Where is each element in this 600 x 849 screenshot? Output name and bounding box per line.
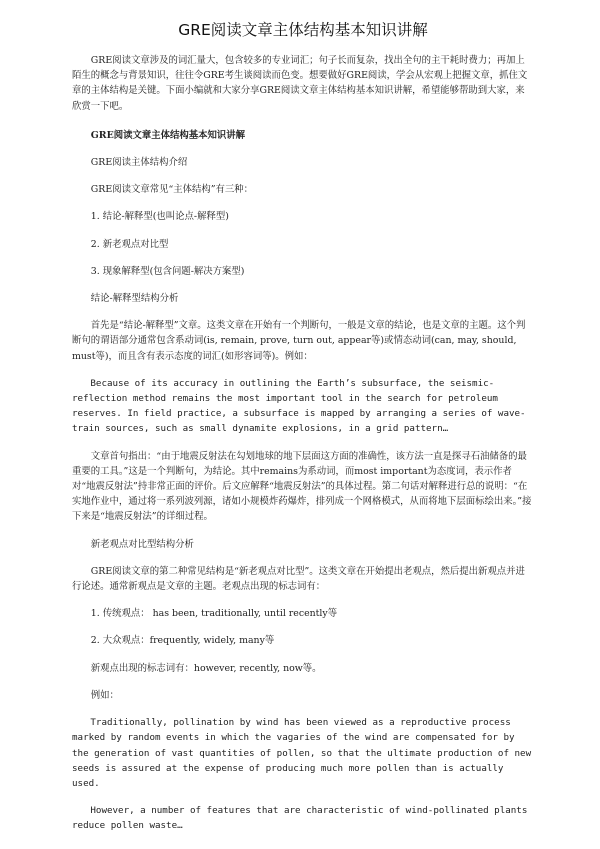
section-heading: GRE阅读文章主体结构基本知识讲解 <box>90 129 245 141</box>
type-item-3: 3. 现象解释型(包含问题-解决方案型) <box>90 265 245 277</box>
three-types-intro: GRE阅读文章常见“主体结构”有三种： <box>90 184 254 196</box>
example-label: 例如： <box>90 689 119 701</box>
new-old-example-1: Traditionally, pollination by wind has been viewed as a reproductive process marked by random events in which the vagaries of the wind are compensated for by the generation of vast quantities of pollen, so that the ultimate production of new seeds is assured at the expense of producing much more pollen than is actually used. <box>72 717 532 789</box>
conclusion-example: Because of its accuracy in outlining the Earth’s subsurface, the seismic-reflection method remains the most important tool in the search for petroleum reserves. In field practice, a subsurface is mapped by arranging a series of wave-train sources, such as small dynamite explosions, in a grid pattern… <box>72 377 526 435</box>
new-old-paragraph: GRE阅读文章的第二种常见结构是“新老观点对比型”。这类文章在开始提出老观点，然后提出新观点并进行论述。通常新观点是文章的主题。老观点出现的标志词有： <box>72 565 525 593</box>
type-item-1: 1. 结论-解释型(也叫论点-解释型) <box>90 211 229 223</box>
marker-item-1: 1. 传统观点： has been, traditionally, until recently等 <box>90 608 338 620</box>
new-old-heading: 新老观点对比型结构分析 <box>90 538 194 550</box>
intro-paragraph: GRE阅读文章涉及的词汇量大，包含较多的专业词汇；句子长而复杂，找出全句的主干耗时费力；再加上陌生的概念与背景知识，往往令GRE考生谈阅读而色变。想要做好GRE阅读，学会从宏观上把握文章，抓住文章的主体结构是关键。下面小编就和大家分享GRE阅读文章主体结构基本知识讲解，希望能够帮助到大家，来欣赏一下吧。 <box>72 55 528 112</box>
new-old-example-2: However, a number of features that are characteristic of wind-pollinated plants reduce pollen waste… <box>72 805 528 832</box>
conclusion-heading: 结论-解释型结构分析 <box>90 293 179 305</box>
sub-intro: GRE阅读主体结构介绍 <box>90 157 188 169</box>
type-item-2: 2. 新老观点对比型 <box>90 238 169 250</box>
page-title: GRE阅读文章主体结构基本知识讲解 <box>178 21 428 39</box>
marker-item-2: 2. 大众观点：frequently, widely, many等 <box>90 635 275 647</box>
conclusion-paragraph: 首先是“结论-解释型”文章。这类文章在开始有一个判断句，一般是文章的结论，也是文章的主题。这个判断句的谓语部分通常包含系动词(is, remain, prove, turn out, appear等)或情态动词(can, may, should, must等)，而且含有表示态度的词汇(如形容词等)。例如： <box>72 320 526 362</box>
conclusion-analysis: 文章首句指出：“由于地震反射法在勾划地球的地下层面这方面的准确性，该方法一直是探寻石油储备的最重要的工具。”这是一个判断句，为结论。其中remains为系动词，而most important为态度词，表示作者对“地震反射法”持非常正面的评价。后文应解释“地震反射法”的具体过程。第二句话对解释进行总的说明：“在实地作业中，通过将一系列波列源，诸如小规模炸药爆炸，排列成一个网格模式，从而将地下层面标绘出来。”接下来是“地震反射法”的详细过程。 <box>72 450 532 523</box>
new-markers: 新观点出现的标志词有：however, recently, now等。 <box>90 662 322 674</box>
